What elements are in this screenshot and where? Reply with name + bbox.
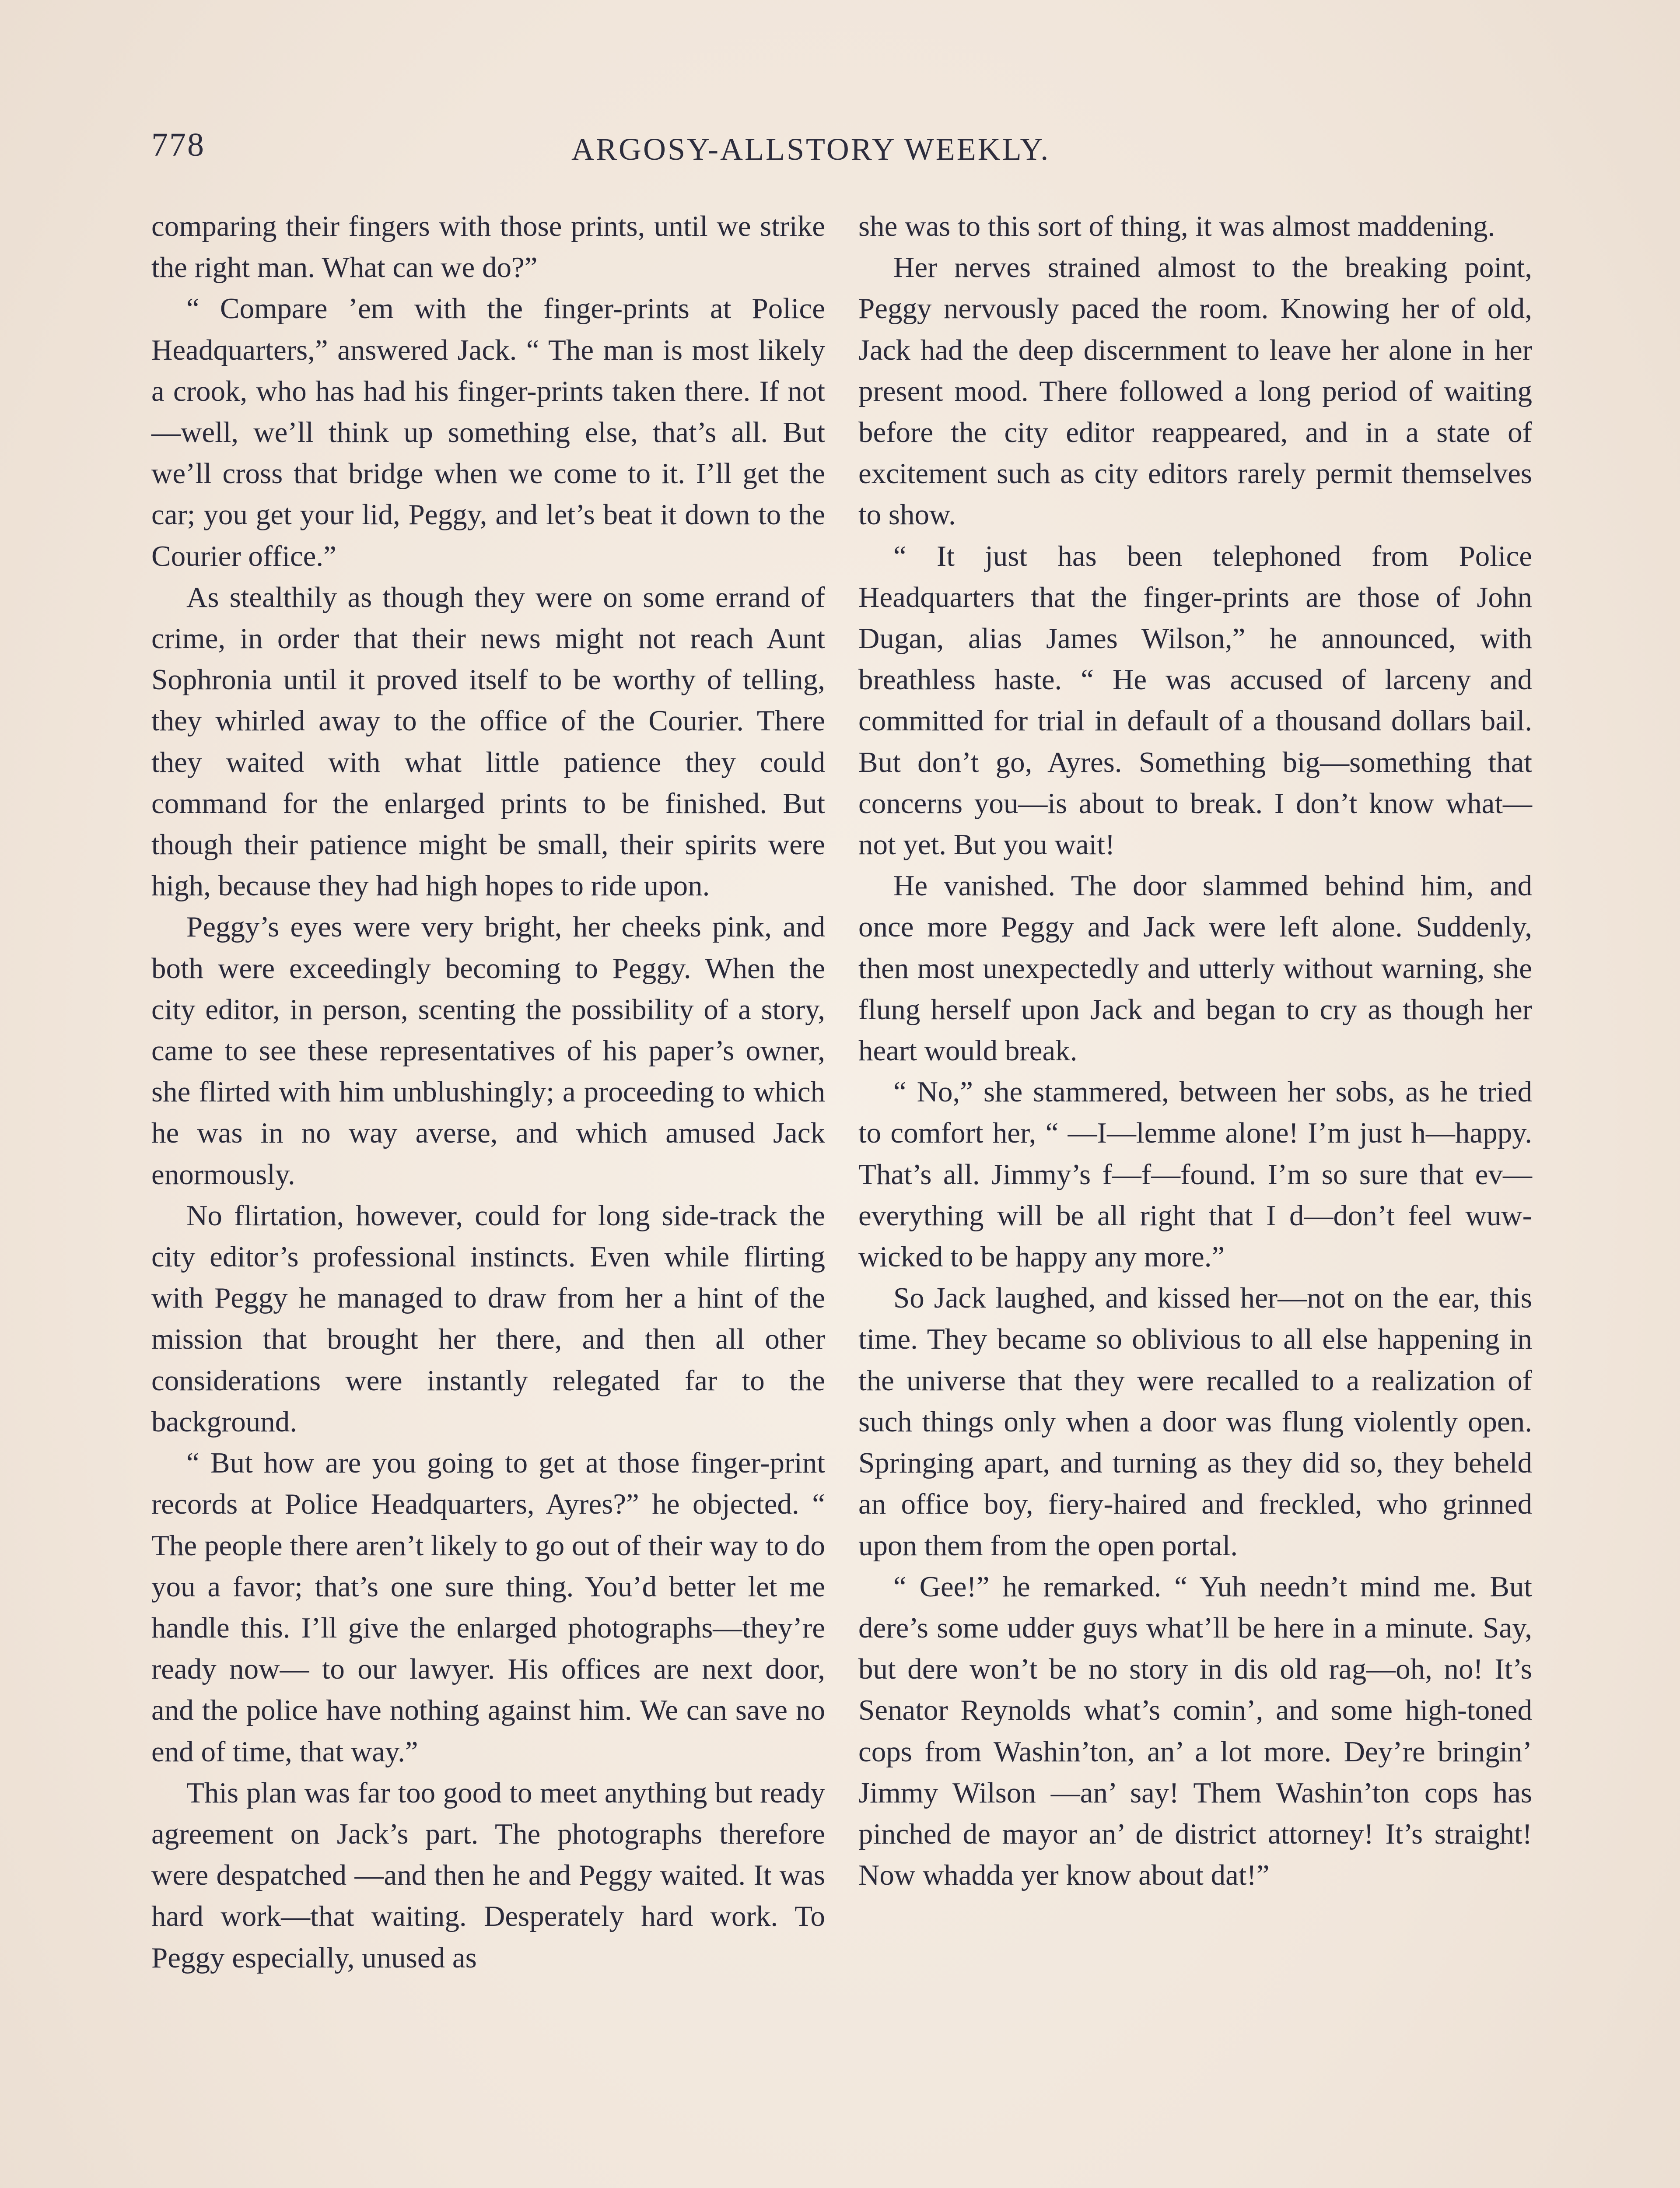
paragraph: No flirtation, however, could for long side-track the city editor’s professional instincts. Even while flirting with Peggy he managed to draw from her a hint of the mission that brought her there, and then all other considerations were instantly relegated far to the background.: [151, 1199, 825, 1438]
paragraph: she was to this sort of thing, it was almost maddening.: [858, 210, 1495, 242]
paragraph: “ It just has been telephoned from Police Headquarters that the finger-prints are those of John Dugan, alias James Wilson,” he announced, with breathless haste. “ He was accused of larceny and committed for trial in default of a thousand dollars bail. But don’t go, Ayres. Something big—something that concerns you—is about to break. I don’t know what—not yet. But you wait!: [858, 540, 1532, 861]
paragraph: “ Compare ’em with the finger-prints at Police Headquarters,” answered Jack. “ The man is most likely a crook, who has had his finger-prints taken there. If not—well, we’ll think up something else, that’s all. But we’ll cross that bridge when we come to it. I’ll get the car; you get your lid, Peggy, and let’s beat it down to the Courier office.”: [151, 292, 825, 572]
paragraph: This plan was far too good to meet anything but ready agreement on Jack’s part. The photographs therefore were despatched —and then he and Peggy waited. It was hard work—that waiting. Desperately hard work. To Peggy especially, unused as: [151, 1776, 825, 1974]
paragraph: As stealthily as though they were on some errand of crime, in order that their news might not reach Aunt Sophronia until it proved itself to be worthy of telling, they whirled away to the office of the Courier. There they waited with what little patience they could command for the enlarged prints to be finished. But though their patience might be small, their spirits were high, because they had high hopes to ride upon.: [151, 581, 825, 902]
paragraph: Her nerves strained almost to the breaking point, Peggy nervously paced the room. Knowing her of old, Jack had the deep discernment to leave her alone in her present mood. There followed a long period of waiting before the city editor reappeared, and in a state of excitement such as city editors rarely permit themselves to show.: [858, 251, 1532, 531]
paragraph: “ No,” she stammered, between her sobs, as he tried to comfort her, “ —I—lemme alone! I’m just h—happy. That’s all. Jimmy’s f—f—found. I’m so sure that ev—everything will be all right that I d—don’t feel wuw-wicked to be happy any more.”: [858, 1076, 1532, 1273]
paragraph: “ But how are you going to get at those finger-print records at Police Headquarters, Ayres?” he objected. “ The people there aren’t likely to go out of their way to do you a favor; that’s one sure thing. You’d better let me handle this. I’ll give the enlarged photographs—they’re ready now— to our lawyer. His offices are next door, and the police have nothing against him. We can save no end of time, that way.”: [151, 1447, 825, 1768]
right-column: [858, 206, 1532, 1896]
paragraph: comparing their fingers with those prints, until we strike the right man. What can we do?”: [151, 210, 825, 284]
paragraph: Peggy’s eyes were very bright, her cheeks pink, and both were exceedingly becoming to Peggy. When the city editor, in person, scenting the possibility of a story, came to see these representatives of his paper’s owner, she flirted with him unblushingly; a proceeding to which he was in no way averse, and which amused Jack enormously.: [151, 911, 825, 1191]
running-head: ARGOSY-ALLSTORY WEEKLY.: [571, 132, 1050, 167]
paragraph: He vanished. The door slammed behind him, and once more Peggy and Jack were left alone. Suddenly, then most unexpectedly and utterly without warning, she flung herself upon Jack and began to cry as though her heart would break.: [858, 870, 1532, 1067]
paragraph: So Jack laughed, and kissed her—not on the ear, this time. They became so oblivious to all else happening in the universe that they were recalled to a realization of such things only when a door was flung violently open. Springing apart, and turning as they did so, they beheld an office boy, fiery-haired and freckled, who grinned upon them from the open portal.: [858, 1282, 1532, 1562]
paragraph: “ Gee!” he remarked. “ Yuh needn’t mind me. But dere’s some udder guys what’ll be here in a minute. Say, but dere won’t be no story in dis old rag—oh, no! It’s Senator Reynolds what’s comin’, and some high-toned cops from Washin’ton, an’ a lot more. Dey’re bringin’ Jimmy Wilson —an’ say! Them Washin’ton cops has pinched de mayor an’ de district attorney! It’s straight! Now whadda yer know about dat!”: [858, 1570, 1532, 1892]
page-header: [151, 126, 1130, 174]
page-number: 778: [151, 126, 205, 163]
left-column: [151, 206, 825, 1978]
